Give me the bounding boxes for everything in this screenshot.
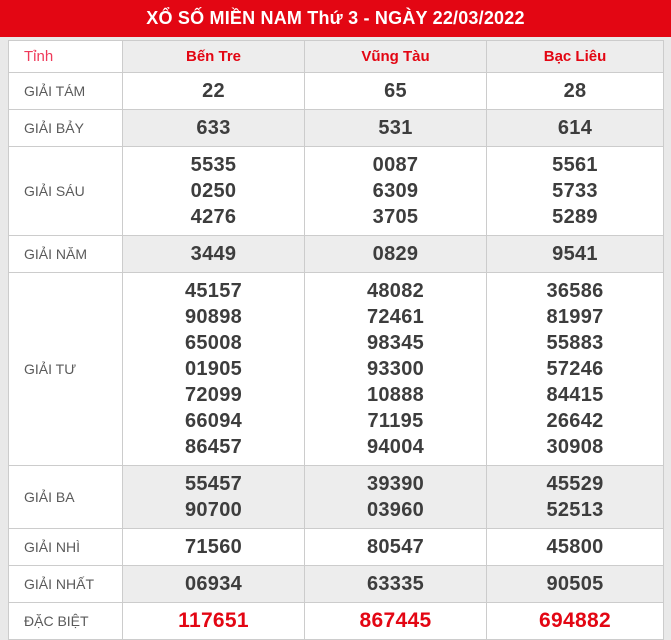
title-bar	[0, 0, 671, 37]
prize-row	[9, 147, 664, 236]
result-number: 90700	[184, 499, 243, 521]
result-number: 52513	[546, 499, 604, 521]
result-cell	[305, 236, 487, 273]
prize-label: GIẢI TÁM	[9, 73, 123, 110]
result-number: 0250	[190, 180, 237, 202]
result-cell	[123, 466, 305, 529]
result-cell	[123, 236, 305, 273]
result-cell	[305, 110, 487, 147]
prize-label: GIẢI TƯ	[9, 273, 123, 466]
result-number: 36586	[546, 280, 604, 302]
result-number: 39390	[366, 473, 425, 495]
result-number: 3705	[372, 206, 419, 228]
column-header-ben-tre: Bến Tre	[123, 41, 305, 73]
result-cell	[487, 110, 664, 147]
column-header-bac-lieu: Bạc Liêu	[487, 41, 664, 73]
prize-row	[9, 529, 664, 566]
result-number: 30908	[546, 436, 604, 458]
column-header-row	[9, 41, 664, 73]
prize-row	[9, 466, 664, 529]
result-number: 10888	[366, 384, 425, 406]
result-number: 5535	[190, 154, 237, 176]
result-cell	[123, 603, 305, 640]
prize-label: GIẢI NHÌ	[9, 529, 123, 566]
prize-label: GIẢI SÁU	[9, 147, 123, 236]
result-number: 90898	[184, 306, 243, 328]
result-cell	[305, 529, 487, 566]
result-number: 65	[384, 80, 407, 102]
result-number: 694882	[539, 609, 611, 632]
result-cell	[305, 147, 487, 236]
result-number: 531	[378, 117, 413, 139]
result-cell	[123, 147, 305, 236]
result-number: 0829	[372, 243, 419, 265]
result-number: 55883	[546, 332, 604, 354]
result-number: 28	[563, 80, 587, 102]
result-number: 6309	[372, 180, 419, 202]
prize-row	[9, 603, 664, 640]
result-cell	[487, 529, 664, 566]
result-number: 86457	[184, 436, 243, 458]
result-number: 22	[202, 80, 225, 102]
result-cell	[487, 73, 664, 110]
result-number: 63335	[366, 573, 425, 595]
result-number: 03960	[366, 499, 425, 521]
result-number: 45800	[546, 536, 604, 558]
prize-label: GIẢI BẢY	[9, 110, 123, 147]
column-header-province-label: Tỉnh	[9, 41, 123, 73]
result-number: 4276	[190, 206, 237, 228]
result-cell	[305, 73, 487, 110]
result-number: 71560	[184, 536, 243, 558]
result-number: 26642	[546, 410, 604, 432]
result-number: 9541	[552, 243, 598, 265]
result-number: 614	[557, 117, 593, 139]
result-number: 65008	[184, 332, 243, 354]
result-number: 633	[196, 117, 231, 139]
prize-label: GIẢI NĂM	[9, 236, 123, 273]
result-number: 01905	[184, 358, 243, 380]
result-number: 93300	[366, 358, 425, 380]
result-cell	[123, 110, 305, 147]
result-cell	[487, 236, 664, 273]
result-number: 71195	[367, 410, 424, 432]
prize-row	[9, 566, 664, 603]
result-number: 72099	[184, 384, 243, 406]
result-number: 66094	[184, 410, 243, 432]
result-number: 06934	[184, 573, 243, 595]
prize-label: GIẢI BA	[9, 466, 123, 529]
result-number: 80547	[366, 536, 425, 558]
lottery-results-table	[8, 40, 664, 640]
prize-row	[9, 236, 664, 273]
result-number: 867445	[359, 609, 432, 632]
result-number: 0087	[372, 154, 419, 176]
result-number: 3449	[190, 243, 237, 265]
result-number: 98345	[366, 332, 425, 354]
result-number: 55457	[184, 473, 243, 495]
page-title: XỔ SỐ MIỀN NAM Thứ 3 - NGÀY 22/03/2022	[146, 8, 525, 28]
result-number: 84415	[546, 384, 604, 406]
prize-row	[9, 273, 664, 466]
result-number: 5289	[552, 206, 598, 228]
result-number: 45157	[184, 280, 243, 302]
prize-row	[9, 110, 664, 147]
result-number: 90505	[546, 573, 604, 595]
result-number: 57246	[546, 358, 604, 380]
result-cell	[487, 566, 664, 603]
result-cell	[123, 529, 305, 566]
result-cell	[123, 273, 305, 466]
prize-label: ĐẶC BIỆT	[9, 603, 123, 640]
prize-row	[9, 73, 664, 110]
result-cell	[123, 73, 305, 110]
result-number: 5733	[552, 180, 598, 202]
result-cell	[123, 566, 305, 603]
result-cell	[487, 147, 664, 236]
result-cell	[487, 603, 664, 640]
column-header-vung-tau: Vũng Tàu	[305, 41, 487, 73]
result-number: 45529	[546, 473, 604, 495]
result-cell	[305, 603, 487, 640]
result-number: 5561	[552, 154, 598, 176]
result-number: 72461	[366, 306, 425, 328]
result-cell	[305, 566, 487, 603]
result-number: 48082	[366, 280, 425, 302]
result-number: 81997	[546, 306, 604, 328]
result-cell	[487, 466, 664, 529]
result-cell	[305, 466, 487, 529]
result-cell	[305, 273, 487, 466]
result-cell	[487, 273, 664, 466]
result-number: 117651	[178, 609, 249, 632]
prize-label: GIẢI NHẤT	[9, 566, 123, 603]
table-body	[9, 73, 664, 640]
result-number: 94004	[366, 436, 425, 458]
